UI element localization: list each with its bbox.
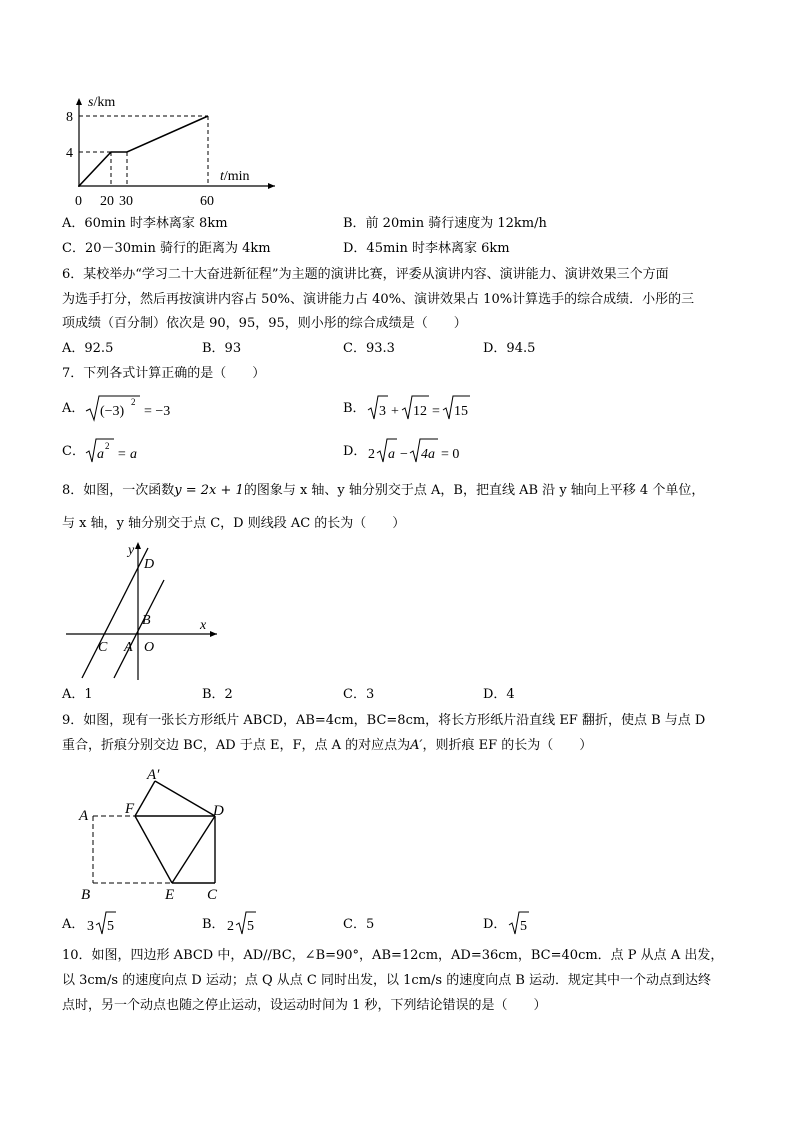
q9-point-e: E [165,887,175,903]
q7-option-d-formula [366,436,476,466]
q7-stem: 7．下列各式计算正确的是（ ） [62,366,266,381]
q7-option-a-label: A． [62,401,85,416]
q7-option-c[interactable] [62,443,85,461]
q8-line-1-a: 8．如图，一次函数 [62,483,175,498]
q8-option-b[interactable]: B．2 [202,687,233,702]
q9-line-1: 9．如图，现有一张长方形纸片 ABCD，AB=4cm，BC=8cm，将长方形纸片沿直线 EF 翻折，使点 B 与点 D [62,713,706,728]
q9-option-d[interactable] [483,916,506,934]
q9-option-d-label: D． [483,917,507,932]
q9-option-c[interactable] [343,916,374,934]
svg-text:2: 2 [227,919,234,934]
q6-line-1: 6．某校举办“学习二十大奋进新征程”为主题的演讲比赛，评委从演讲内容、演讲能力、演讲效果三个方面 [62,267,669,282]
q9-option-c-value: 5 [365,917,375,932]
q7-option-c-formula [84,436,164,466]
q8-function: y = 2x + 1 [174,483,244,498]
q7-option-b-label: B． [343,401,366,416]
q6-option-b[interactable]: B．93 [202,341,242,356]
q5-option-c[interactable]: C．20－30min 骑行的距离为 4km [62,241,271,256]
q9-point-a-prime: A′ [147,767,160,783]
q6-option-a[interactable]: A．92.5 [62,341,114,356]
q9-line-2-b: ，则折痕 EF 的长为（ ） [422,738,593,753]
q9-option-a-label: A． [62,917,85,932]
q7-d-minus: − [400,447,408,462]
q8-x-label: x [200,618,207,633]
q7-b-plus: + [391,404,399,419]
q8-option-c[interactable]: C．3 [343,687,375,702]
q8-line-1 [62,482,704,500]
q8-y-label: y [128,543,135,558]
y-tick-4: 4 [66,146,73,161]
q10-line-2: 以 3cm/s 的速度向点 D 运动；点 Q 从点 C 同时出发，以 1cm/s 的速度向点 B 运动．规定其中一个动点到达终 [62,973,712,988]
q5-option-b[interactable]: B．前 20min 骑行速度为 12km/h [343,216,547,231]
q9-option-b-label: B． [202,917,225,932]
q9-line-2-a: 重合，折痕分别交边 BC，AD 于点 E，F，点 A 的对应点为 [62,738,411,753]
svg-text:5: 5 [107,919,114,934]
q8-option-a[interactable]: A．1 [62,687,93,702]
x-tick-0: 0 [75,194,82,209]
q9-option-a[interactable] [62,916,84,934]
q9-line-2 [62,737,592,755]
q9-point-a: A [79,808,89,824]
q8-figure [62,538,222,683]
q9-point-c: C [207,887,218,903]
q8-point-o: O [144,640,155,655]
q7-option-c-label: C． [62,444,85,459]
q7-b-r3: 15 [454,404,468,419]
q7-b-r1: 3 [379,404,386,419]
distance-time-graph [60,92,280,212]
q8-point-b: B [142,613,151,628]
q7-option-a[interactable] [62,400,84,418]
q6-line-2: 为选手打分，然后再按演讲内容占 50%、演讲能力占 40%、演讲效果占 10%计算选手的综合成绩．小彤的三 [62,292,695,307]
q5-option-a[interactable]: A．60min 时李林离家 8km [62,216,228,231]
q5-option-d[interactable]: D．45min 时李林离家 6km [343,241,510,256]
svg-text:5: 5 [520,919,527,934]
q7-c-rhs: = a [117,447,137,462]
q6-line-3: 项成绩（百分制）依次是 90，95，95，则小彤的综合成绩是（ ） [62,316,467,331]
svg-text:3: 3 [87,919,94,934]
q9-option-b[interactable] [202,916,225,934]
q7-option-a-formula [84,393,204,423]
q6-option-d[interactable]: D．94.5 [483,341,536,356]
q9-point-b: B [81,887,91,903]
q6-option-c[interactable]: C．93.3 [343,341,395,356]
q7-a-exp: 2 [131,397,136,407]
q7-a-inner: (−3) [100,404,125,419]
q7-d-rhs: = 0 [441,447,460,462]
q7-option-d[interactable] [343,443,366,461]
q7-b-eq: = [432,404,440,419]
x-tick-30: 30 [119,194,133,209]
q8-point-d: D [144,557,155,572]
q10-line-1: 10．如图，四边形 ABCD 中，AD//BC，∠B=90°，AB=12cm，AD=36cm，BC=40cm．点 P 从点 A 出发， [62,948,724,963]
q8-line-2: 与 x 轴，y 轴分别交于点 C，D 则线段 AC 的长为（ ） [62,516,406,531]
q10-line-3: 点时，另一个动点也随之停止运动，设运动时间为 1 秒，下列结论错误的是（ ） [62,998,547,1013]
q8-line-1-b: 的图象与 x 轴、y 轴分别交于点 A，B，把直线 AB 沿 y 轴向上平移 4 个单位， [243,483,705,498]
q9-figure [75,765,245,905]
x-tick-20: 20 [100,194,114,209]
q8-point-c: C [98,640,108,655]
q9-point-d: D [213,803,224,819]
y-tick-8: 8 [66,110,73,125]
q7-c-inner: a [97,447,104,462]
s-axis-label: s/km [88,95,116,110]
q7-option-b[interactable] [343,400,366,418]
q8-point-a: A [124,640,133,655]
q7-c-exp: 2 [105,441,110,451]
q7-b-r2: 12 [413,404,427,419]
q7-option-d-label: D． [343,444,367,459]
q7-option-b-formula [366,393,486,423]
q9-option-a-formula [86,909,136,937]
svg-text:5: 5 [247,919,254,934]
q9-option-b-formula [226,909,276,937]
q8-option-d[interactable]: D．4 [483,687,515,702]
q9-a-prime: A′ [410,738,423,753]
q7-d-r1: a [388,447,395,462]
q9-point-f: F [125,801,135,817]
q7-d-coef: 2 [368,447,375,462]
q7-a-rhs: = −3 [144,404,171,419]
q7-d-r2: 4a [421,447,435,462]
q9-option-d-formula [507,909,547,937]
q9-option-c-label: C． [343,917,366,932]
x-tick-60: 60 [200,194,214,209]
t-axis-label: t/min [220,169,250,184]
